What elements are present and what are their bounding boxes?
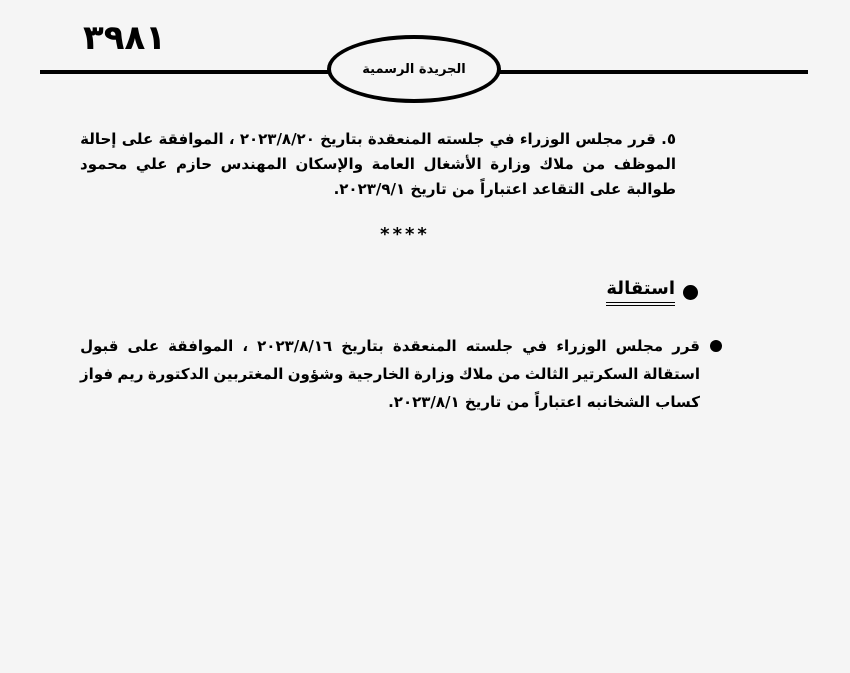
resignation-heading-label: استقالة — [606, 278, 675, 306]
section-heading-resignation — [606, 278, 698, 306]
gazette-title: الجريدة الرسمية — [362, 61, 466, 77]
page-number: ٣٩٨١ — [83, 18, 167, 58]
resignation-line: قرر مجلس الوزراء في جلسته المنعقدة بتاريخ ٢٠٢٣/٨/١٦ ، الموافقة على قبول — [80, 337, 700, 355]
resignation-line: استقالة السكرتير الثالث من ملاك وزارة الخارجية وشؤون المغتربين الدكتورة ريم فواز — [80, 365, 700, 383]
section-separator-stars: **** — [380, 224, 430, 245]
decree-line: طوالبة على التقاعد اعتباراً من تاريخ ٢٠٢٣/٩/١. — [333, 179, 676, 198]
gazette-seal-ellipse — [327, 35, 501, 103]
bullet-icon — [710, 340, 722, 352]
resignation-line: كساب الشخانبه اعتباراً من تاريخ ٢٠٢٣/٨/١. — [388, 393, 700, 411]
decree-line: ٥. قرر مجلس الوزراء في جلسته المنعقدة بتاريخ ٢٠٢٣/٨/٢٠ ، الموافقة على إحالة — [80, 129, 676, 148]
resignation-item — [80, 332, 700, 416]
decree-item-5 — [80, 126, 676, 201]
decree-line: الموظف من ملاك وزارة الأشغال العامة والإسكان المهندس حازم علي محمود — [80, 154, 676, 173]
bullet-icon — [683, 285, 698, 300]
